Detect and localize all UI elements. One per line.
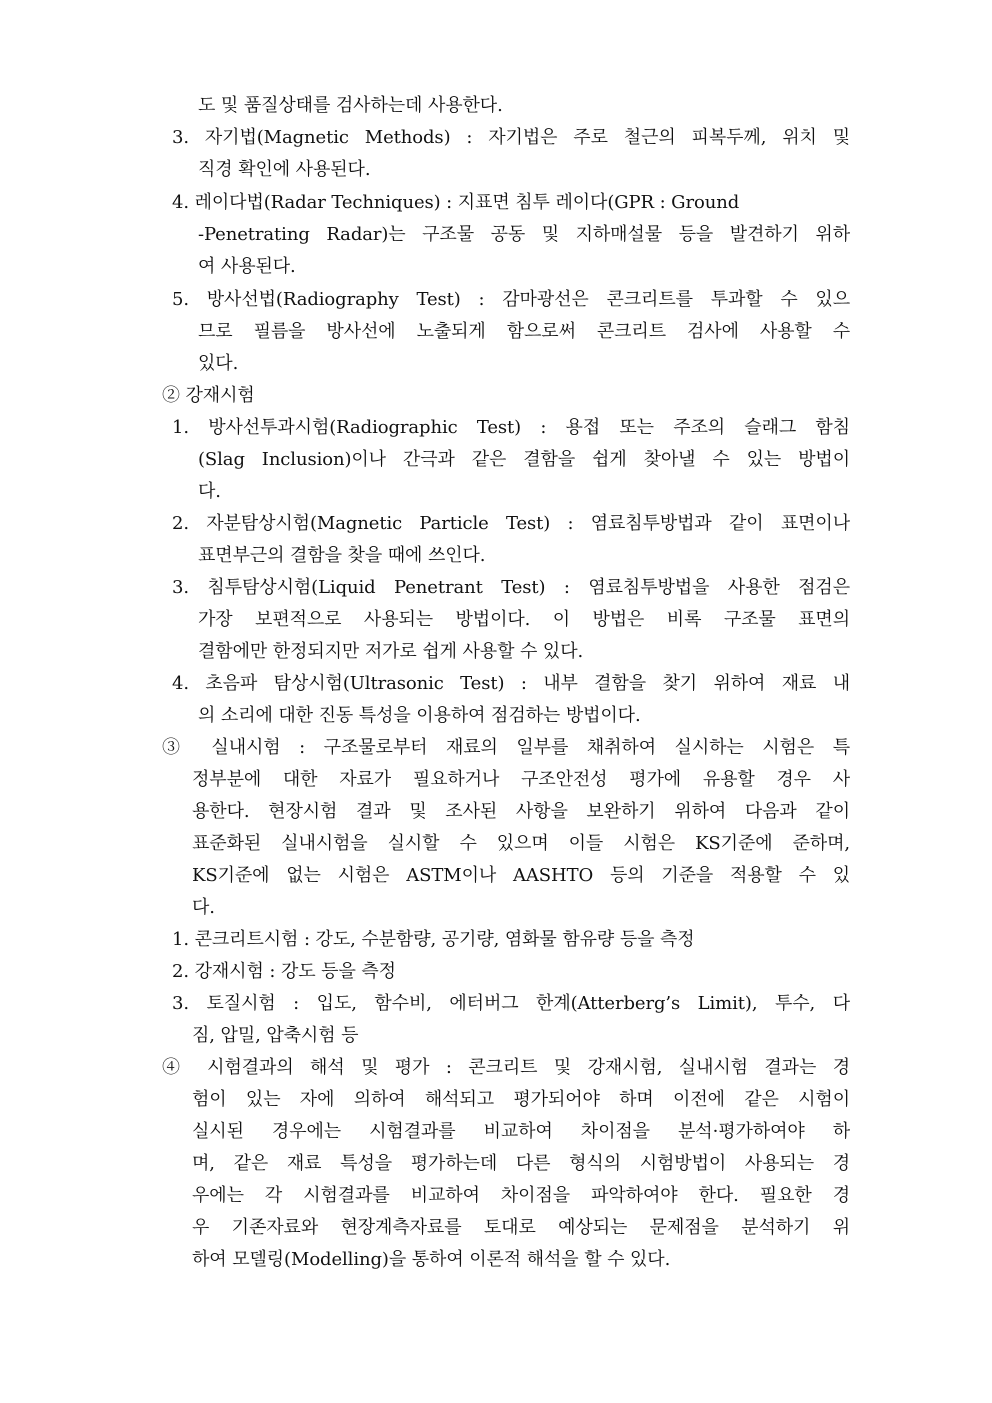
text-line: (Slag Inclusion)이나 간극과 같은 결함을 쉽게 찾아낼 수 있는 방법이 [198,449,850,470]
section-paragraph-line: ③ 실내시험 : 구조물로부터 재료의 일부를 채취하여 실시하는 시험은 특 [162,737,850,758]
text-line: 하여 모델링(Modelling)을 통하여 이론적 해석을 할 수 있다. [192,1249,671,1270]
text-line: 3. 침투탐상시험(Liquid Penetrant Test) : 염료침투방법을 사용한 점검은 [172,577,850,598]
text-line: 실시된 경우에는 시험결과를 비교하여 차이점을 분석·평가하여야 하 [192,1121,850,1142]
text-line: 짐, 압밀, 압축시험 등 [192,1025,359,1046]
text-line: -Penetrating Radar)는 구조물 공동 및 지하매설물 등을 발견하기 위하 [198,224,850,245]
text-line: 1. 콘크리트시험 : 강도, 수분함량, 공기량, 염화물 함유량 등을 측정 [172,929,695,950]
text-line: 며, 같은 재료 특성을 평가하는데 다른 형식의 시험방법이 사용되는 경 [192,1153,850,1174]
text-line: 결함에만 한정되지만 저가로 쉽게 사용할 수 있다. [198,641,584,662]
text-line: 있다. [198,353,239,374]
text-line: 용한다. 현장시험 결과 및 조사된 사항을 보완하기 위하여 다음과 같이 [192,801,850,822]
text-line: 4. 초음파 탐상시험(Ultrasonic Test) : 내부 결함을 찾기 위하여 재료 내 [172,673,850,694]
text-line: 정부분에 대한 자료가 필요하거나 구조안전성 평가에 유용할 경우 사 [192,769,850,790]
text-line: 3. 토질시험 : 입도, 함수비, 에터버그 한계(Atterberg’s Limit), 투수, 다 [172,993,850,1014]
text-line: 3. 자기법(Magnetic Methods) : 자기법은 주로 철근의 피복두께, 위치 및 [172,127,850,148]
section-heading: ② 강재시험 [162,385,255,406]
text-line: 2. 자분탐상시험(Magnetic Particle Test) : 염료침투방법과 같이 표면이나 [172,513,850,534]
text-line: 직경 확인에 사용된다. [198,159,371,180]
text-line: 1. 방사선투과시험(Radiographic Test) : 용접 또는 주조의 슬래그 함침 [172,417,850,438]
text-line: 가장 보편적으로 사용되는 방법이다. 이 방법은 비록 구조물 표면의 [198,609,850,630]
text-line: 여 사용된다. [198,256,296,277]
text-line: 다. [198,481,221,502]
text-line: 험이 있는 자에 의하여 해석되고 평가되어야 하며 이전에 같은 시험이 [192,1089,850,1110]
text-line: KS기준에 없는 시험은 ASTM이나 AASHTO 등의 기준을 적용할 수 있 [192,865,850,886]
section-paragraph-line: ④ 시험결과의 해석 및 평가 : 콘크리트 및 강재시험, 실내시험 결과는 경 [162,1057,850,1078]
text-line: 4. 레이다법(Radar Techniques) : 지표면 침투 레이다(GPR : Ground [172,192,740,213]
text-line: 5. 방사선법(Radiography Test) : 감마광선은 콘크리트를 투과할 수 있으 [172,289,850,310]
text-line: 표면부근의 결함을 찾을 때에 쓰인다. [198,545,486,566]
text-line: 우 기존자료와 현장계측자료를 토대로 예상되는 문제점을 분석하기 위 [192,1217,850,1238]
text-line: 의 소리에 대한 진동 특성을 이용하여 점검하는 방법이다. [198,705,641,726]
text-line: 우에는 각 시험결과를 비교하여 차이점을 파악하여야 한다. 필요한 경 [192,1185,850,1206]
text-line: 표준화된 실내시험을 실시할 수 있으며 이들 시험은 KS기준에 준하며, [192,833,850,854]
text-line: 도 및 품질상태를 검사하는데 사용한다. [198,95,503,116]
text-line: 다. [192,897,215,918]
text-line: 2. 강재시험 : 강도 등을 측정 [172,961,396,982]
text-line: 므로 필름을 방사선에 노출되게 함으로써 콘크리트 검사에 사용할 수 [198,321,850,342]
